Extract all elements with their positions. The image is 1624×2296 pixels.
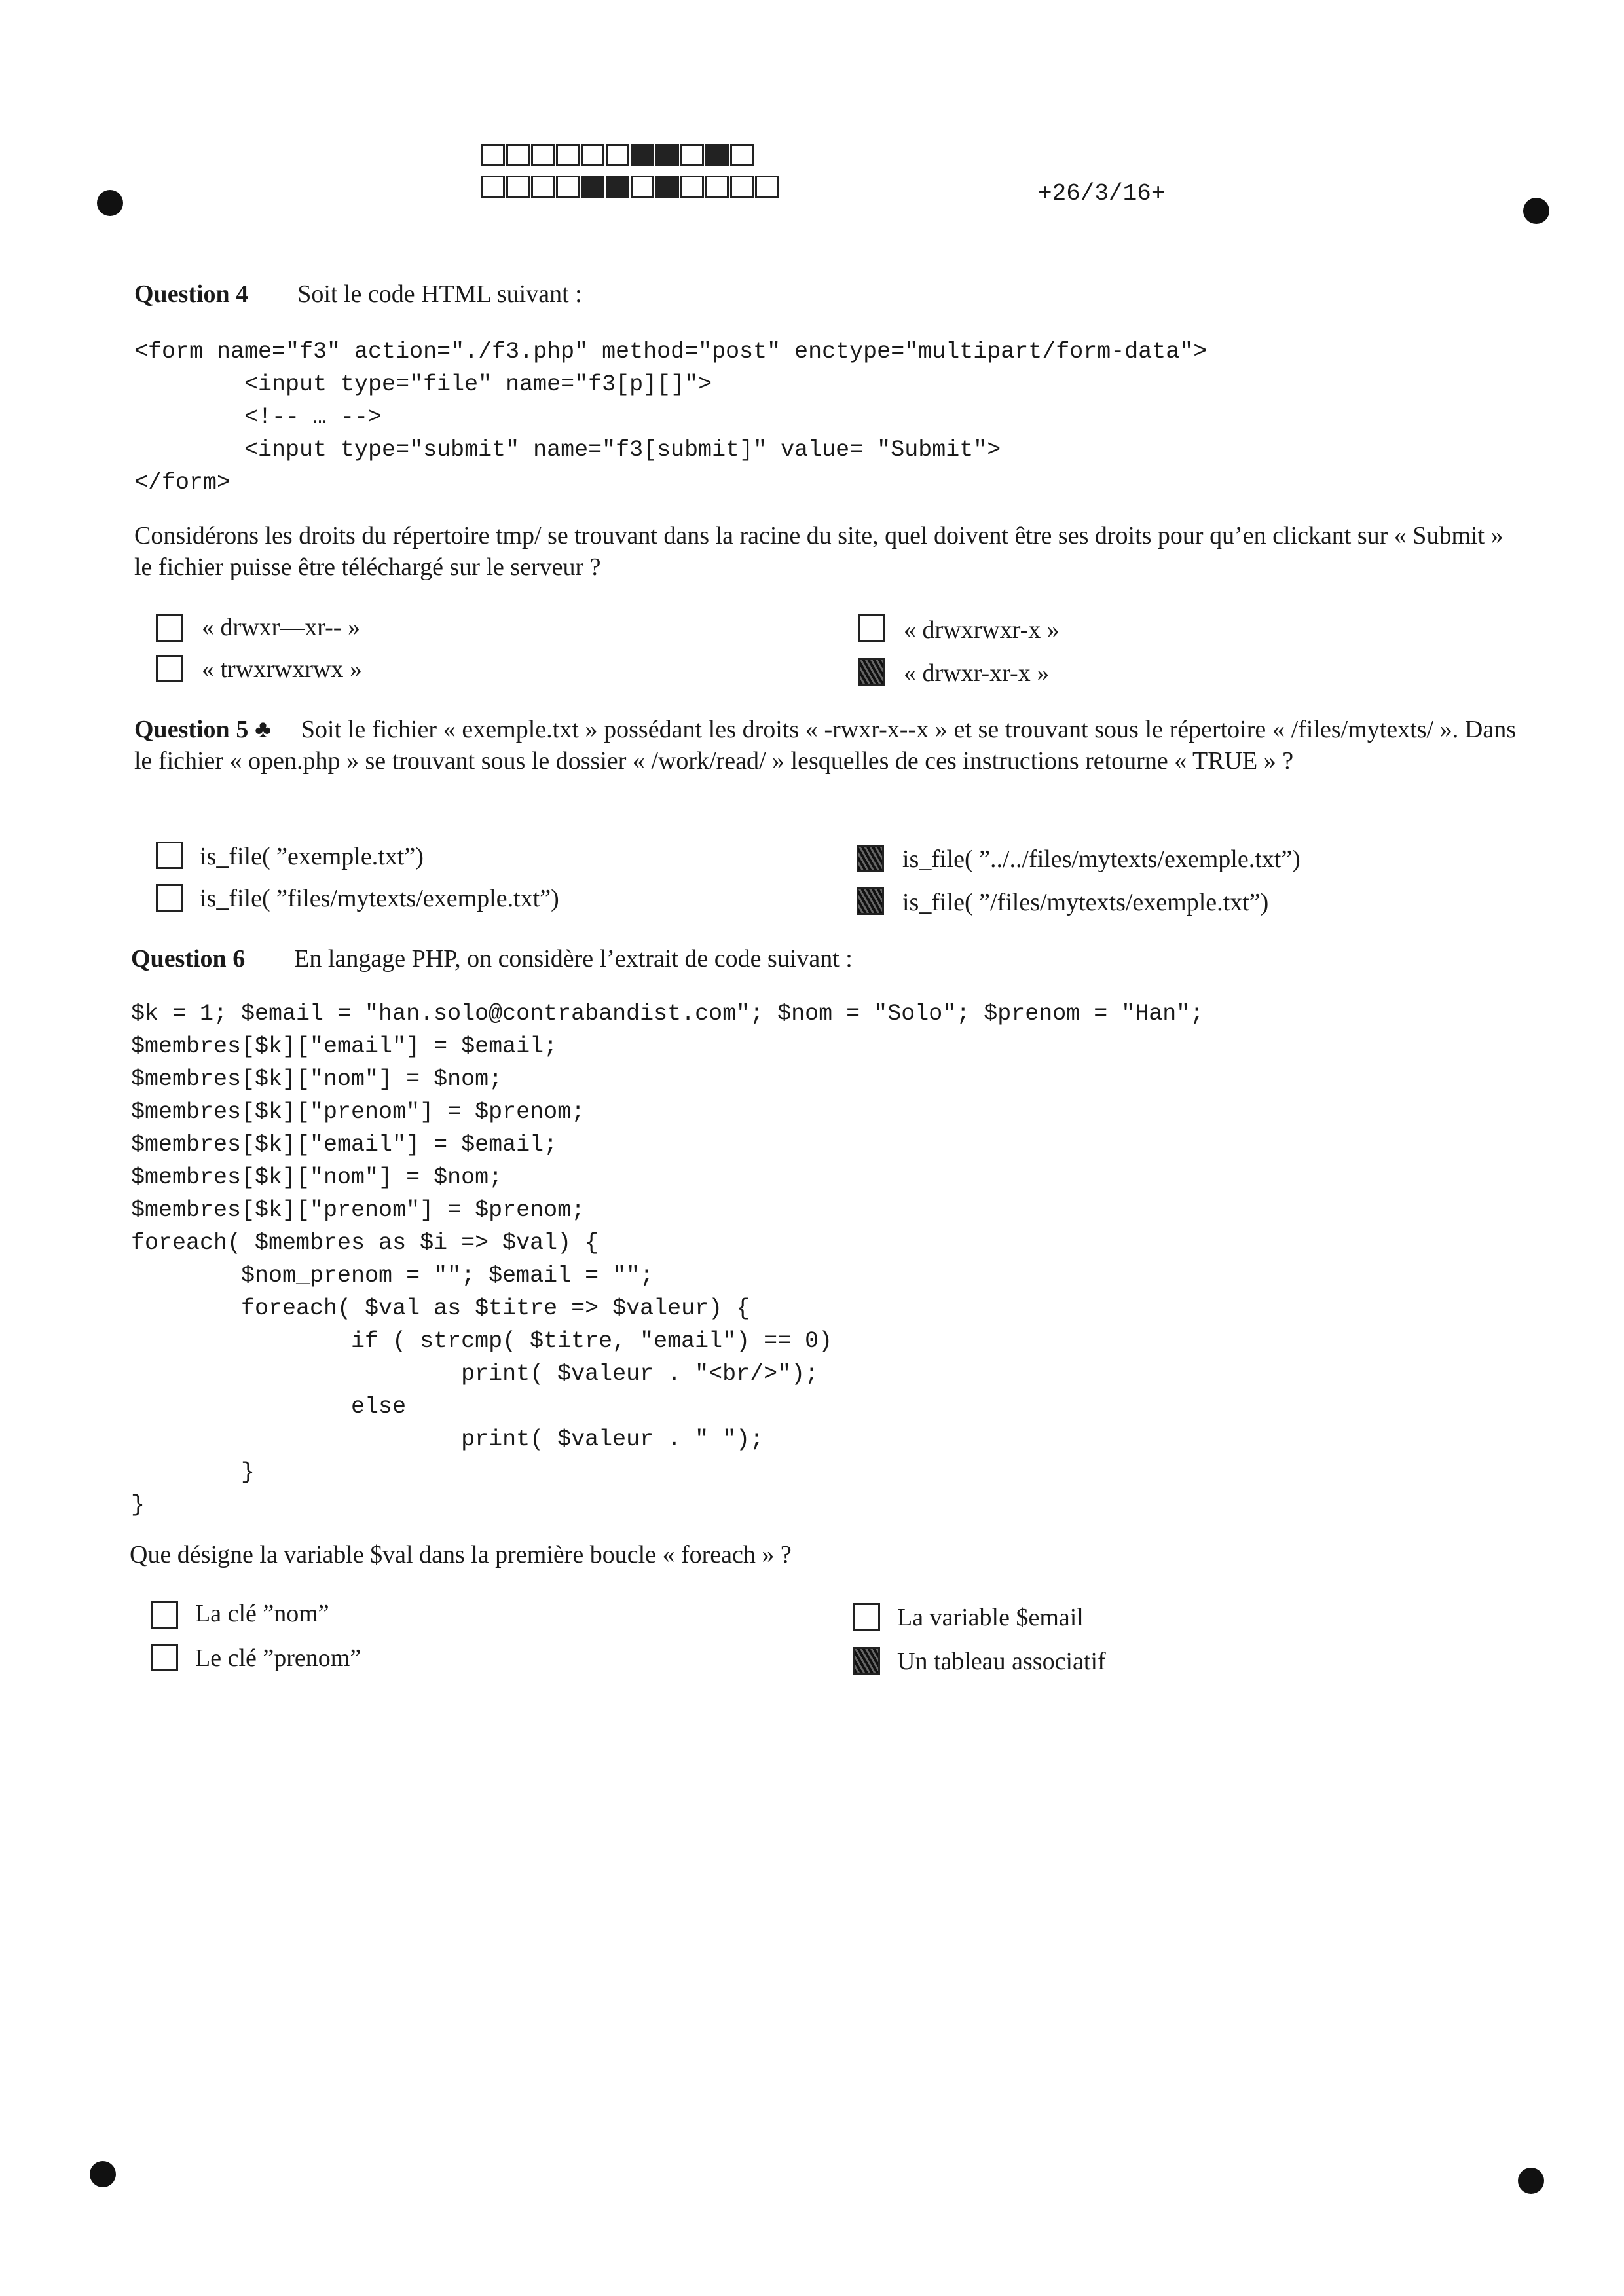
registration-mark-bottom-right	[1518, 2168, 1544, 2194]
q6-option-1-checkbox[interactable]	[151, 1601, 178, 1629]
q5-option-1-checkbox[interactable]	[156, 842, 183, 869]
code-line: }	[131, 1492, 145, 1518]
q5-option-2-checkbox[interactable]	[857, 845, 884, 872]
q6-option-2-label: La variable $email	[897, 1604, 1084, 1631]
q4-option-2-label: « drwxrwxr-x »	[904, 616, 1060, 644]
barcode-cell	[631, 176, 654, 198]
code-line: $membres[$k]["prenom"] = $prenom;	[131, 1099, 585, 1125]
barcode-cell	[481, 176, 505, 198]
code-line: if ( strcmp( $titre, "email") == 0)	[131, 1328, 833, 1354]
barcode-cell	[481, 144, 505, 166]
q4-option-1-checkbox[interactable]	[156, 614, 183, 642]
barcode-cell	[705, 176, 729, 198]
question-4-heading	[134, 278, 582, 310]
code-line: else	[131, 1394, 407, 1420]
barcode-cell	[531, 176, 555, 198]
q4-option-4-label: « drwxr-xr-x »	[904, 659, 1050, 687]
registration-mark-top-left	[97, 190, 123, 216]
q4-option-2-checkbox[interactable]	[858, 614, 885, 642]
q5-option-1-label: is_file( ”exemple.txt”)	[200, 843, 424, 870]
q6-option-1-label: La clé ”nom”	[195, 1600, 329, 1627]
question-5-text: Soit le fichier « exemple.txt » possédant les droits « -rwxr-x--x » et se trouvant sous le répertoire « /files/mytexts/ ». Dans le fichier « open.php » se trouvant sous le dossier « /work/read/ » lesquelles de ces instructions retourne « TRUE » ?	[134, 716, 1517, 775]
registration-mark-top-right	[1523, 198, 1549, 224]
q4-option-3-checkbox[interactable]	[156, 655, 183, 682]
code-line: $membres[$k]["nom"] = $nom;	[131, 1164, 503, 1191]
question-4-intro: Soit le code HTML suivant :	[297, 280, 582, 308]
barcode-cell	[606, 144, 629, 166]
q4-option-4-checkbox[interactable]	[858, 658, 885, 686]
q5-option-3-label: is_file( ”files/mytexts/exemple.txt”)	[200, 885, 559, 912]
question-4-text: Considérons les droits du répertoire tmp/ se trouvant dans la racine du site, quel doivent être ses droits pour qu’en clickant sur « Submit » le fichier puisse être téléchargé sur le serveur ?	[134, 522, 1504, 581]
barcode-cell	[680, 176, 704, 198]
q5-option-4-label: is_file( ”/files/mytexts/exemple.txt”)	[902, 889, 1269, 916]
code-line: $membres[$k]["email"] = $email;	[131, 1132, 558, 1158]
code-line: foreach( $membres as $i => $val) {	[131, 1230, 599, 1256]
barcode-cell	[531, 144, 555, 166]
q5-option-2-label: is_file( ”../../files/mytexts/exemple.txt”)	[902, 845, 1301, 873]
barcode-cell	[581, 144, 604, 166]
question-6-intro: En langage PHP, on considère l’extrait de code suivant :	[294, 945, 853, 972]
barcode-cell	[556, 176, 580, 198]
q6-option-3-label: Le clé ”prenom”	[195, 1644, 361, 1672]
barcode-row-2	[481, 176, 780, 198]
code-line: <input type="submit" name="f3[submit]" value= "Submit">	[134, 437, 1001, 463]
code-line: foreach( $val as $titre => $valeur) {	[131, 1295, 750, 1322]
question-6-code	[131, 997, 1204, 1521]
code-line: $membres[$k]["nom"] = $nom;	[131, 1066, 503, 1092]
registration-mark-bottom-left	[90, 2161, 116, 2187]
barcode-cell	[581, 176, 604, 198]
barcode-cell	[705, 144, 729, 166]
code-line: <!-- … -->	[134, 404, 382, 430]
barcode-cell	[655, 176, 679, 198]
code-line: print( $valeur . "<br/>");	[131, 1361, 819, 1387]
page-code: +26/3/16+	[1038, 180, 1166, 207]
question-4-label: Question 4	[134, 280, 249, 308]
q6-option-4-checkbox[interactable]	[853, 1647, 880, 1675]
q6-option-2-checkbox[interactable]	[853, 1603, 880, 1631]
barcode-cell	[730, 176, 754, 198]
code-line: print( $valeur . " ");	[131, 1426, 764, 1453]
barcode-cell	[655, 144, 679, 166]
code-line: $nom_prenom = ""; $email = "";	[131, 1263, 654, 1289]
club-icon: ♣	[255, 716, 272, 743]
barcode-cell	[755, 176, 779, 198]
barcode-row-1	[481, 144, 755, 166]
code-line: <input type="file" name="f3[p][]">	[134, 371, 712, 398]
barcode-cell	[680, 144, 704, 166]
code-line: }	[131, 1459, 255, 1485]
q5-option-3-checkbox[interactable]	[156, 884, 183, 912]
question-6-text: Que désigne la variable $val dans la première boucle « foreach » ?	[130, 1541, 792, 1568]
barcode-cell	[506, 176, 530, 198]
question-4-code	[134, 335, 1207, 499]
q5-option-4-checkbox[interactable]	[857, 887, 884, 915]
code-line: $membres[$k]["email"] = $email;	[131, 1033, 558, 1060]
q6-option-3-checkbox[interactable]	[151, 1644, 178, 1671]
barcode-cell	[506, 144, 530, 166]
q6-option-4-label: Un tableau associatif	[897, 1648, 1106, 1675]
question-6-label: Question 6	[131, 945, 246, 972]
barcode-cell	[631, 144, 654, 166]
q4-option-3-label: « trwxrwxrwx »	[202, 656, 362, 683]
code-line: $k = 1; $email = "han.solo@contrabandist.com"; $nom = "Solo"; $prenom = "Han";	[131, 1001, 1204, 1027]
question-5-label: Question 5	[134, 716, 249, 743]
question-5-block	[134, 714, 1516, 777]
question-6-heading	[131, 943, 853, 974]
barcode-cell	[730, 144, 754, 166]
code-line: </form>	[134, 470, 231, 496]
barcode-cell	[556, 144, 580, 166]
q4-option-1-label: « drwxr—xr-- »	[202, 614, 360, 641]
barcode-cell	[606, 176, 629, 198]
code-line: <form name="f3" action="./f3.php" method="post" enctype="multipart/form-data">	[134, 339, 1208, 365]
code-line: $membres[$k]["prenom"] = $prenom;	[131, 1197, 585, 1223]
